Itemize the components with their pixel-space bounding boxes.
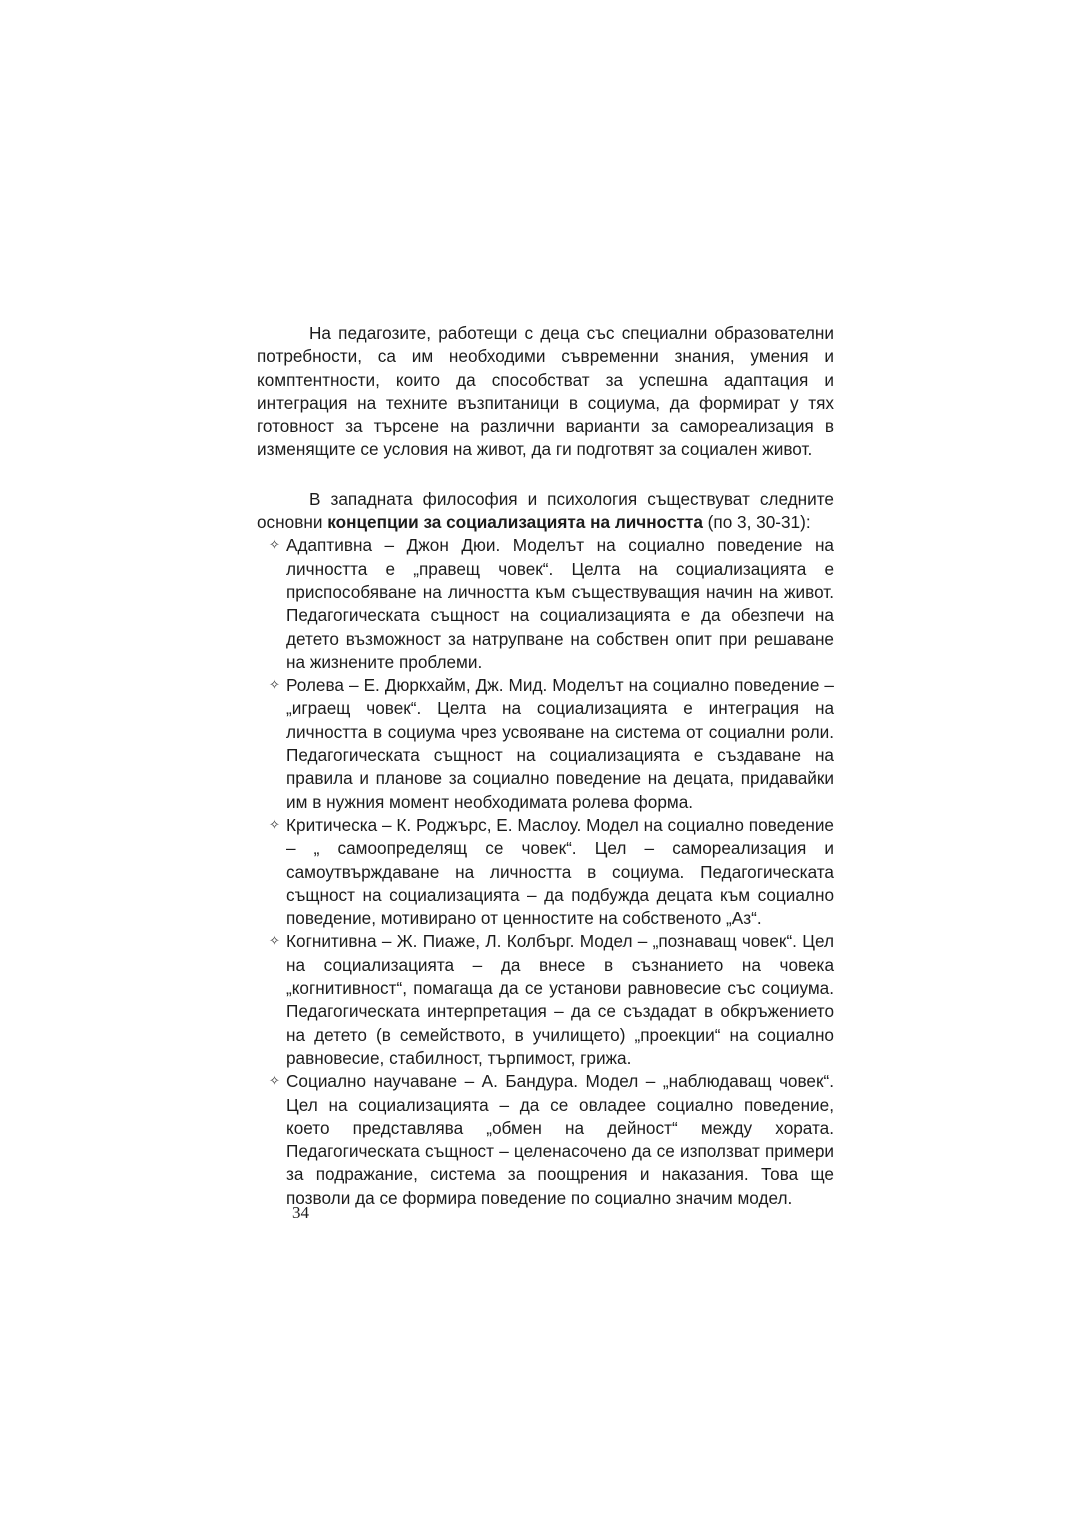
diamond-star-icon: ✧: [269, 934, 280, 950]
list-item: [269, 1070, 834, 1210]
diamond-star-icon: ✧: [269, 538, 280, 554]
list-item: [269, 534, 834, 674]
diamond-star-icon: ✧: [269, 1074, 280, 1090]
diamond-star-icon: ✧: [269, 817, 280, 833]
concepts-lead-paragraph: [257, 488, 834, 535]
page-number: 34: [292, 1203, 309, 1222]
list-item-text: Когнитивна – Ж. Пиаже, Л. Колбърг. Модел – „познаващ човек“. Цел на социализацията – да внесе в съзнанието на човека „когнитивност“, помагаща да се установи равновесие със социума. Педагогическата интерпретация – да се създадат в обкръжението на детето (в семейството, в училището) „проекции“ на социално равновесие, стабилност, търпимост, грижа.: [286, 931, 834, 1068]
list-item-text: Социално научаване – А. Бандура. Модел – „наблюдаващ човек“. Цел на социализацията – да се овладее социално поведение, което представлява „обмен на дейност“ между хората. Педагогическата същност – целенасочено да се използват примери за подражание, система за поощрения и наказания. Това ще позволи да се формира поведение по социално значим модел.: [286, 1071, 834, 1208]
list-item: [269, 814, 834, 930]
list-item: [269, 674, 834, 814]
intro-paragraph: На педагозите, работещи с деца със специални образователни потребности, са им необходими съвременни знания, умения и комптентности, които да способстват за успешна адаптация и интеграция на техните възпитаници в социума, да формират у тях готовност за търсене на различни варианти за самореализация в изменящите се условия на живот, да ги подготвят за социален живот.: [257, 323, 834, 460]
list-item: [269, 930, 834, 1070]
page-body: [257, 322, 834, 1210]
lead-citation: (по 3, 30-31):: [702, 512, 811, 533]
list-item-text: Адаптивна – Джон Дюи. Моделът на социално поведение на личността е „правещ човек“. Целта на социализацията е приспособяване на личността към съществуващия начин на живот. Педагогическата същност на социализацията е да обезпечи на детето възможност за натрупване на собствен опит при решаване на жизнените проблеми.: [286, 535, 834, 672]
concepts-list: [257, 534, 834, 1210]
lead-bold-text: концепции за социализацията на личността: [327, 512, 703, 533]
diamond-star-icon: ✧: [269, 678, 280, 694]
list-item-text: Ролева – Е. Дюркхайм, Дж. Мид. Моделът на социално поведение – „играещ човек“. Целта на социализацията е интеграция на личността в социума чрез усвояване на система от социални роли. Педагогическата същност на социализацията е създаване на правила и планове за социално поведение на децата, придавайки им в нужния момент необходимата ролева форма.: [286, 675, 834, 812]
list-item-text: Критическа – К. Роджърс, Е. Маслоу. Модел на социално поведение – „ самоопределящ се човек“. Цел – самореализация и самоутвърждаване на личността в социума. Педагогическата същност на социализацията – да подбужда децата към социално поведение, мотивирано от ценностите на собственото „Аз“.: [286, 814, 834, 929]
lead-text: В западната философия и психология съществуват следните основни: [257, 488, 834, 533]
